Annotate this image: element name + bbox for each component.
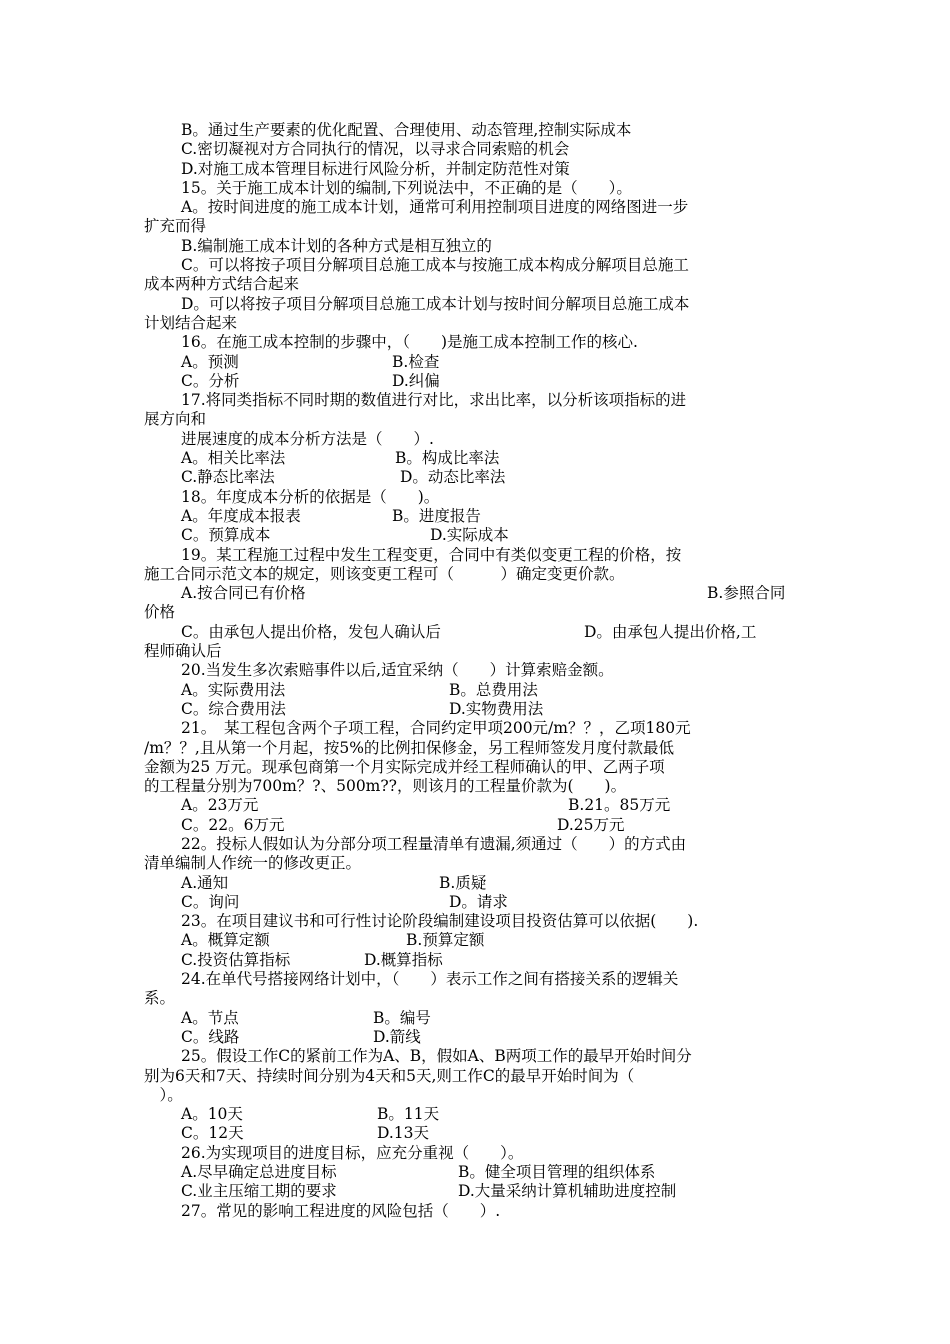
option-c: C。22。6万元 bbox=[181, 815, 285, 834]
text-line: ）。 bbox=[144, 1085, 183, 1104]
option-a: A。年度成本报表 bbox=[181, 506, 301, 525]
option-b: B。总费用法 bbox=[449, 680, 538, 699]
option-row bbox=[144, 468, 814, 487]
option-row bbox=[144, 951, 814, 970]
option-d: D.13天 bbox=[377, 1124, 430, 1143]
question-24: 24.在单代号搭接网络计划中，（ ）表示工作之间有搭接关系的逻辑关 bbox=[181, 970, 679, 989]
option-row bbox=[144, 584, 814, 603]
text-line: C.密切凝视对方合同执行的情况，以寻求合同索赔的机会 bbox=[181, 140, 570, 159]
option-a: A。相关比率法 bbox=[181, 449, 286, 468]
option-d: D。动态比率法 bbox=[400, 468, 506, 487]
option-b: B。11天 bbox=[377, 1105, 440, 1124]
text-line: 展方向和 bbox=[144, 410, 207, 429]
option-row bbox=[144, 816, 814, 835]
option-a: A。10天 bbox=[181, 1105, 243, 1124]
question-19: 19。某工程施工过程中发生工程变更，合同中有类似变更工程的价格，按 bbox=[181, 545, 682, 564]
text-line: D。可以将按子项目分解项目总施工成本计划与按时间分解项目总施工成本 bbox=[181, 294, 690, 313]
option-row bbox=[144, 700, 814, 719]
option-row bbox=[144, 623, 814, 642]
option-row bbox=[144, 507, 814, 526]
option-row bbox=[144, 796, 814, 815]
text-line: 系。 bbox=[144, 989, 176, 1008]
text-line: 清单编制人作统一的修改更正。 bbox=[144, 854, 362, 873]
option-c: C。询问 bbox=[181, 892, 240, 911]
question-15: 15。关于施工成本计划的编制,下列说法中，不正确的是（ ）。 bbox=[181, 178, 632, 197]
option-c: C.业主压缩工期的要求 bbox=[181, 1182, 337, 1201]
option-row bbox=[144, 1124, 814, 1143]
option-row bbox=[144, 681, 814, 700]
option-c: C.静态比率法 bbox=[181, 468, 275, 487]
option-a: A。23万元 bbox=[181, 796, 259, 815]
option-a: A.尽早确定总进度目标 bbox=[181, 1163, 337, 1182]
option-d: D.25万元 bbox=[557, 815, 625, 834]
option-b: B.21。85万元 bbox=[568, 796, 671, 815]
option-a: A。预测 bbox=[181, 352, 239, 371]
question-26: 26.为实现项目的进度目标，应充分重视（ ）。 bbox=[181, 1143, 524, 1162]
option-row bbox=[144, 1105, 814, 1124]
question-16: 16。在施工成本控制的步骤中，（ )是施工成本控制工作的核心. bbox=[181, 333, 638, 352]
text-line: /m？？,且从第一个月起，按5%的比例扣保修金，另工程师签发月度付款最低 bbox=[144, 738, 674, 757]
question-21: 21。 某工程包含两个子项工程，合同约定甲项200元/m？？，乙项180元 bbox=[181, 719, 691, 738]
option-c: C。由承包人提出价格，发包人确认后 bbox=[181, 622, 441, 641]
option-row bbox=[144, 1182, 814, 1201]
option-c: C。12天 bbox=[181, 1124, 244, 1143]
option-a: A。节点 bbox=[181, 1008, 239, 1027]
option-b: B.参照合同 bbox=[707, 584, 786, 603]
option-row bbox=[144, 372, 814, 391]
text-line: 别为6天和7天、持续时间分别为4天和5天,则工作C的最早开始时间为（ bbox=[144, 1066, 635, 1085]
text-line: 金额为25 万元。现承包商第一个月实际完成并经工程师确认的甲、乙两子项 bbox=[144, 757, 665, 776]
option-d: D。请求 bbox=[449, 892, 508, 911]
document-page bbox=[144, 121, 814, 1221]
option-row bbox=[144, 526, 814, 545]
text-line: A。按时间进度的施工成本计划，通常可利用控制项目进度的网络图进一步 bbox=[181, 198, 689, 217]
option-a: A.通知 bbox=[181, 873, 229, 892]
option-row bbox=[144, 1163, 814, 1182]
question-27: 27。常见的影响工程进度的风险包括（ ）. bbox=[181, 1201, 501, 1220]
option-c: C。综合费用法 bbox=[181, 699, 286, 718]
option-b: B。进度报告 bbox=[392, 506, 481, 525]
option-a: A。概算定额 bbox=[181, 931, 270, 950]
option-c: C.投资估算指标 bbox=[181, 950, 291, 969]
option-a: A.按合同已有价格 bbox=[181, 584, 306, 603]
text-line: 计划结合起来 bbox=[144, 313, 238, 332]
option-row bbox=[144, 1028, 814, 1047]
question-17: 17.将同类指标不同时期的数值进行对比，求出比率，以分析该项指标的进 bbox=[181, 391, 687, 410]
text-line: 的工程量分别为700m？?、500m??，则该月的工程量价款为( )。 bbox=[144, 777, 627, 796]
option-c: C。线路 bbox=[181, 1027, 240, 1046]
option-row bbox=[144, 353, 814, 372]
option-d: D.实物费用法 bbox=[449, 699, 544, 718]
option-b: B。健全项目管理的组织体系 bbox=[458, 1163, 656, 1182]
option-d: D.大量采纳计算机辅助进度控制 bbox=[458, 1182, 677, 1201]
question-22: 22。投标人假如认为分部分项工程量清单有遗漏,须通过（ ）的方式由 bbox=[181, 834, 687, 853]
question-18: 18。年度成本分析的依据是（ )。 bbox=[181, 487, 440, 506]
text-line: C。可以将按子项目分解项目总施工成本与按施工成本构成分解项目总施工 bbox=[181, 256, 689, 275]
option-b: B.预算定额 bbox=[406, 931, 485, 950]
text-line: 价格 bbox=[144, 603, 176, 622]
question-25: 25。假设工作C的紧前工作为A、B，假如A、B两项工作的最早开始时间分 bbox=[181, 1047, 692, 1066]
option-d: D.箭线 bbox=[373, 1027, 421, 1046]
text-line: 扩充而得 bbox=[144, 217, 207, 236]
option-a: A。实际费用法 bbox=[181, 680, 286, 699]
text-line: 进展速度的成本分析方法是（ ）. bbox=[181, 429, 434, 448]
text-line: 成本两种方式结合起来 bbox=[144, 275, 300, 294]
text-line: 施工合同示范文本的规定，则该变更工程可（ ）确定变更价款。 bbox=[144, 564, 625, 583]
question-23: 23。在项目建议书和可行性讨论阶段编制建设项目投资估算可以依据( ). bbox=[181, 912, 699, 931]
option-row bbox=[144, 893, 814, 912]
text-line: B。通过生产要素的优化配置、合理使用、动态管理,控制实际成本 bbox=[181, 121, 632, 139]
text-line: B.编制施工成本计划的各种方式是相互独立的 bbox=[181, 236, 492, 255]
option-c: C。预算成本 bbox=[181, 526, 271, 545]
option-c: C。分析 bbox=[181, 371, 240, 390]
option-b: B.检查 bbox=[392, 352, 440, 371]
option-b: B.质疑 bbox=[439, 873, 487, 892]
option-row bbox=[144, 1009, 814, 1028]
text-line: D.对施工成本管理目标进行风险分析，并制定防范性对策 bbox=[181, 159, 570, 178]
option-d: D。由承包人提出价格,工 bbox=[584, 622, 757, 641]
option-d: D.概算指标 bbox=[364, 950, 443, 969]
option-b: B。编号 bbox=[373, 1008, 431, 1027]
option-d: D.实际成本 bbox=[430, 526, 509, 545]
option-row bbox=[144, 931, 814, 950]
question-20: 20.当发生多次索赔事件以后,适宜采纳（ ）计算索赔金额。 bbox=[181, 661, 614, 680]
option-d: D.纠偏 bbox=[392, 371, 440, 390]
text-line: 程师确认后 bbox=[144, 642, 222, 661]
option-b: B。构成比率法 bbox=[395, 449, 500, 468]
option-row bbox=[144, 874, 814, 893]
option-row bbox=[144, 449, 814, 468]
